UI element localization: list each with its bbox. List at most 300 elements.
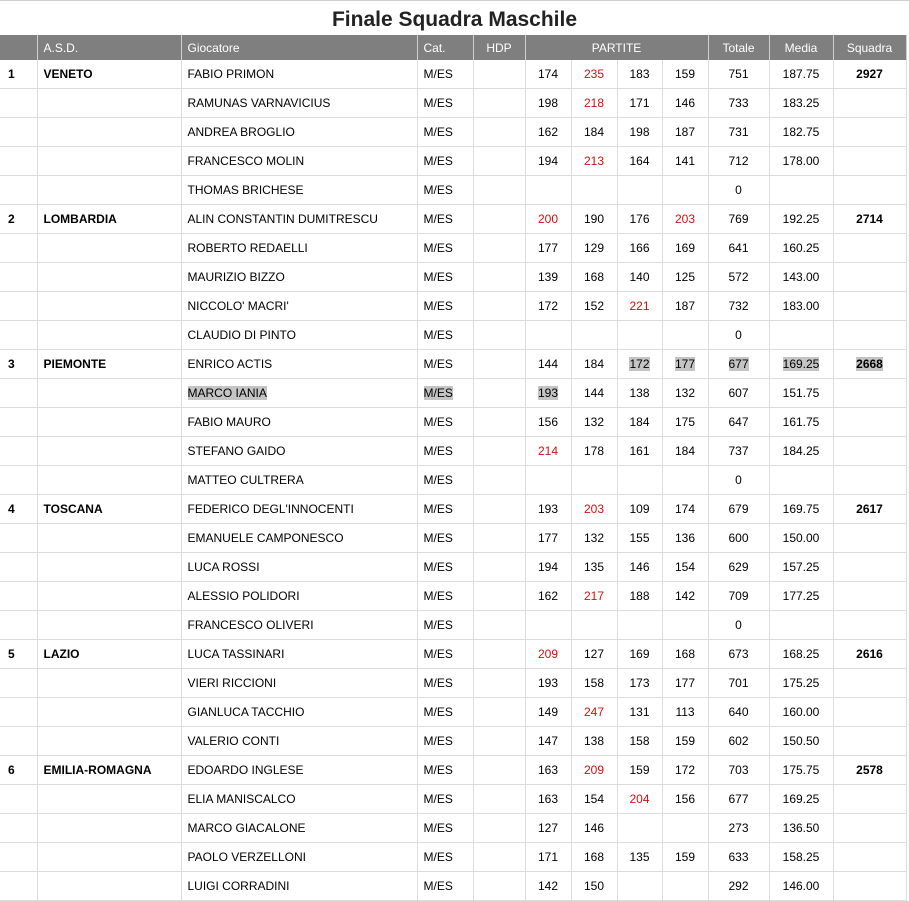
team-total-cell[interactable] xyxy=(833,234,906,263)
category-cell[interactable]: M/ES xyxy=(417,350,473,379)
asd-cell[interactable] xyxy=(37,466,181,495)
average-cell[interactable]: 184.25 xyxy=(769,437,833,466)
asd-cell[interactable]: EMILIA-ROMAGNA xyxy=(37,756,181,785)
player-cell[interactable]: EMANUELE CAMPONESCO xyxy=(181,524,417,553)
table-row[interactable] xyxy=(0,147,906,176)
hdp-cell[interactable] xyxy=(473,785,525,814)
team-total-cell[interactable]: 2927 xyxy=(833,60,906,89)
asd-cell[interactable] xyxy=(37,437,181,466)
table-row[interactable] xyxy=(0,843,906,872)
hdp-cell[interactable] xyxy=(473,379,525,408)
game-score-cell[interactable]: 169 xyxy=(662,234,708,263)
game-score-cell[interactable]: 146 xyxy=(662,89,708,118)
rank-cell[interactable] xyxy=(0,176,37,205)
category-cell[interactable]: M/ES xyxy=(417,176,473,205)
asd-cell[interactable]: PIEMONTE xyxy=(37,350,181,379)
header-games[interactable]: PARTITE xyxy=(525,35,708,60)
total-cell[interactable]: 751 xyxy=(708,60,769,89)
game-score-cell[interactable]: 171 xyxy=(617,89,662,118)
table-row[interactable] xyxy=(0,176,906,205)
team-total-cell[interactable]: 2578 xyxy=(833,756,906,785)
average-cell[interactable]: 187.75 xyxy=(769,60,833,89)
game-score-cell[interactable]: 150 xyxy=(571,872,617,901)
category-cell[interactable]: M/ES xyxy=(417,872,473,901)
average-cell[interactable]: 178.00 xyxy=(769,147,833,176)
player-cell[interactable]: MAURIZIO BIZZO xyxy=(181,263,417,292)
game-score-cell[interactable]: 149 xyxy=(525,698,571,727)
team-total-cell[interactable] xyxy=(833,379,906,408)
total-cell[interactable]: 629 xyxy=(708,553,769,582)
asd-cell[interactable] xyxy=(37,669,181,698)
player-cell[interactable]: VIERI RICCIONI xyxy=(181,669,417,698)
player-cell[interactable]: LUCA TASSINARI xyxy=(181,640,417,669)
game-score-cell[interactable]: 198 xyxy=(617,118,662,147)
total-cell[interactable]: 0 xyxy=(708,321,769,350)
category-cell[interactable]: M/ES xyxy=(417,756,473,785)
game-score-cell[interactable]: 188 xyxy=(617,582,662,611)
player-cell[interactable]: LUCA ROSSI xyxy=(181,553,417,582)
category-cell[interactable]: M/ES xyxy=(417,466,473,495)
player-cell[interactable]: ENRICO ACTIS xyxy=(181,350,417,379)
average-cell[interactable]: 168.25 xyxy=(769,640,833,669)
player-cell[interactable]: FABIO PRIMON xyxy=(181,60,417,89)
team-total-cell[interactable] xyxy=(833,727,906,756)
header-player[interactable]: Giocatore xyxy=(181,35,417,60)
game-score-cell[interactable] xyxy=(617,466,662,495)
total-cell[interactable]: 607 xyxy=(708,379,769,408)
game-score-cell[interactable]: 184 xyxy=(571,350,617,379)
average-cell[interactable]: 169.25 xyxy=(769,785,833,814)
player-cell[interactable]: GIANLUCA TACCHIO xyxy=(181,698,417,727)
category-cell[interactable]: M/ES xyxy=(417,292,473,321)
hdp-cell[interactable] xyxy=(473,611,525,640)
team-total-cell[interactable] xyxy=(833,292,906,321)
asd-cell[interactable] xyxy=(37,611,181,640)
average-cell[interactable]: 143.00 xyxy=(769,263,833,292)
category-cell[interactable]: M/ES xyxy=(417,814,473,843)
total-cell[interactable]: 0 xyxy=(708,176,769,205)
player-cell[interactable]: FEDERICO DEGL'INNOCENTI xyxy=(181,495,417,524)
game-score-cell[interactable] xyxy=(525,466,571,495)
game-score-cell[interactable] xyxy=(525,176,571,205)
player-cell[interactable]: MARCO GIACALONE xyxy=(181,814,417,843)
game-score-cell[interactable]: 169 xyxy=(617,640,662,669)
game-score-cell[interactable]: 127 xyxy=(525,814,571,843)
average-cell[interactable]: 157.25 xyxy=(769,553,833,582)
game-score-cell[interactable]: 193 xyxy=(525,495,571,524)
rank-cell[interactable] xyxy=(0,234,37,263)
average-cell[interactable]: 146.00 xyxy=(769,872,833,901)
asd-cell[interactable]: TOSCANA xyxy=(37,495,181,524)
game-score-cell[interactable]: 146 xyxy=(571,814,617,843)
game-score-cell[interactable]: 177 xyxy=(525,234,571,263)
game-score-cell[interactable] xyxy=(525,321,571,350)
game-score-cell[interactable]: 184 xyxy=(571,118,617,147)
table-row[interactable] xyxy=(0,495,906,524)
game-score-cell[interactable]: 141 xyxy=(662,147,708,176)
game-score-cell[interactable]: 162 xyxy=(525,118,571,147)
table-row[interactable] xyxy=(0,669,906,698)
team-total-cell[interactable] xyxy=(833,321,906,350)
game-score-cell[interactable]: 187 xyxy=(662,118,708,147)
game-score-cell[interactable]: 132 xyxy=(571,408,617,437)
game-score-cell[interactable]: 177 xyxy=(662,669,708,698)
game-score-cell[interactable]: 168 xyxy=(571,843,617,872)
game-score-cell[interactable] xyxy=(571,466,617,495)
rank-cell[interactable] xyxy=(0,698,37,727)
player-cell[interactable]: EDOARDO INGLESE xyxy=(181,756,417,785)
team-total-cell[interactable] xyxy=(833,582,906,611)
game-score-cell[interactable] xyxy=(617,321,662,350)
game-score-cell[interactable]: 166 xyxy=(617,234,662,263)
rank-cell[interactable]: 1 xyxy=(0,60,37,89)
total-cell[interactable]: 733 xyxy=(708,89,769,118)
game-score-cell[interactable]: 132 xyxy=(571,524,617,553)
game-score-cell[interactable]: 162 xyxy=(525,582,571,611)
game-score-cell[interactable]: 198 xyxy=(525,89,571,118)
game-score-cell[interactable]: 204 xyxy=(617,785,662,814)
player-cell[interactable]: VALERIO CONTI xyxy=(181,727,417,756)
game-score-cell[interactable] xyxy=(617,611,662,640)
asd-cell[interactable] xyxy=(37,234,181,263)
game-score-cell[interactable]: 155 xyxy=(617,524,662,553)
average-cell[interactable] xyxy=(769,321,833,350)
team-total-cell[interactable] xyxy=(833,698,906,727)
table-row[interactable] xyxy=(0,292,906,321)
table-row[interactable] xyxy=(0,437,906,466)
table-row[interactable] xyxy=(0,89,906,118)
asd-cell[interactable] xyxy=(37,814,181,843)
average-cell[interactable]: 175.75 xyxy=(769,756,833,785)
game-score-cell[interactable] xyxy=(525,379,571,408)
category-cell[interactable]: M/ES xyxy=(417,60,473,89)
game-score-cell[interactable]: 172 xyxy=(662,756,708,785)
game-score-cell[interactable]: 129 xyxy=(571,234,617,263)
table-row[interactable] xyxy=(0,408,906,437)
game-score-cell[interactable]: 132 xyxy=(662,379,708,408)
team-total-cell[interactable] xyxy=(833,89,906,118)
team-total-cell[interactable]: 2714 xyxy=(833,205,906,234)
game-score-cell[interactable]: 163 xyxy=(525,756,571,785)
game-score-cell[interactable]: 139 xyxy=(525,263,571,292)
asd-cell[interactable] xyxy=(37,147,181,176)
total-cell[interactable]: 732 xyxy=(708,292,769,321)
game-score-cell[interactable] xyxy=(571,176,617,205)
asd-cell[interactable] xyxy=(37,785,181,814)
total-cell[interactable]: 292 xyxy=(708,872,769,901)
player-cell[interactable]: FRANCESCO OLIVERI xyxy=(181,611,417,640)
game-score-cell[interactable]: 176 xyxy=(617,205,662,234)
asd-cell[interactable] xyxy=(37,553,181,582)
total-cell[interactable]: 273 xyxy=(708,814,769,843)
rank-cell[interactable] xyxy=(0,408,37,437)
asd-cell[interactable] xyxy=(37,843,181,872)
team-total-cell[interactable] xyxy=(833,843,906,872)
rank-cell[interactable] xyxy=(0,727,37,756)
game-score-cell[interactable]: 194 xyxy=(525,147,571,176)
game-score-cell[interactable]: 209 xyxy=(571,756,617,785)
rank-cell[interactable] xyxy=(0,669,37,698)
hdp-cell[interactable] xyxy=(473,553,525,582)
table-row[interactable] xyxy=(0,727,906,756)
average-cell[interactable] xyxy=(769,350,833,379)
header-rank[interactable] xyxy=(0,35,37,60)
category-cell[interactable]: M/ES xyxy=(417,640,473,669)
rank-cell[interactable]: 3 xyxy=(0,350,37,379)
total-cell[interactable]: 572 xyxy=(708,263,769,292)
team-total-cell[interactable] xyxy=(833,611,906,640)
hdp-cell[interactable] xyxy=(473,118,525,147)
game-score-cell[interactable]: 152 xyxy=(571,292,617,321)
game-score-cell[interactable]: 161 xyxy=(617,437,662,466)
hdp-cell[interactable] xyxy=(473,89,525,118)
game-score-cell[interactable]: 213 xyxy=(571,147,617,176)
table-row[interactable] xyxy=(0,118,906,147)
average-cell[interactable]: 169.75 xyxy=(769,495,833,524)
rank-cell[interactable] xyxy=(0,466,37,495)
total-cell[interactable]: 0 xyxy=(708,611,769,640)
rank-cell[interactable] xyxy=(0,843,37,872)
hdp-cell[interactable] xyxy=(473,727,525,756)
game-score-cell[interactable]: 158 xyxy=(617,727,662,756)
total-cell[interactable]: 703 xyxy=(708,756,769,785)
table-row[interactable] xyxy=(0,611,906,640)
total-cell[interactable]: 602 xyxy=(708,727,769,756)
rank-cell[interactable] xyxy=(0,785,37,814)
category-cell[interactable]: M/ES xyxy=(417,437,473,466)
average-cell[interactable]: 150.50 xyxy=(769,727,833,756)
game-score-cell[interactable]: 235 xyxy=(571,60,617,89)
hdp-cell[interactable] xyxy=(473,698,525,727)
category-cell[interactable]: M/ES xyxy=(417,321,473,350)
game-score-cell[interactable] xyxy=(662,872,708,901)
header-hdp[interactable]: HDP xyxy=(473,35,525,60)
average-cell[interactable]: 192.25 xyxy=(769,205,833,234)
asd-cell[interactable] xyxy=(37,698,181,727)
team-total-cell[interactable] xyxy=(833,872,906,901)
total-cell[interactable]: 679 xyxy=(708,495,769,524)
game-score-cell[interactable]: 178 xyxy=(571,437,617,466)
game-score-cell[interactable]: 142 xyxy=(525,872,571,901)
category-cell[interactable]: M/ES xyxy=(417,785,473,814)
category-cell[interactable]: M/ES xyxy=(417,553,473,582)
team-total-cell[interactable] xyxy=(833,814,906,843)
game-score-cell[interactable]: 184 xyxy=(617,408,662,437)
player-cell[interactable]: CLAUDIO DI PINTO xyxy=(181,321,417,350)
hdp-cell[interactable] xyxy=(473,263,525,292)
game-score-cell[interactable]: 168 xyxy=(571,263,617,292)
game-score-cell[interactable]: 217 xyxy=(571,582,617,611)
category-cell[interactable] xyxy=(417,379,473,408)
rank-cell[interactable] xyxy=(0,379,37,408)
game-score-cell[interactable] xyxy=(662,814,708,843)
hdp-cell[interactable] xyxy=(473,176,525,205)
game-score-cell[interactable] xyxy=(571,611,617,640)
game-score-cell[interactable]: 136 xyxy=(662,524,708,553)
game-score-cell[interactable] xyxy=(617,176,662,205)
game-score-cell[interactable]: 171 xyxy=(525,843,571,872)
table-row[interactable] xyxy=(0,234,906,263)
game-score-cell[interactable] xyxy=(662,611,708,640)
total-cell[interactable]: 701 xyxy=(708,669,769,698)
header-asd[interactable]: A.S.D. xyxy=(37,35,181,60)
game-score-cell[interactable]: 194 xyxy=(525,553,571,582)
table-row[interactable] xyxy=(0,785,906,814)
team-total-cell[interactable]: 2617 xyxy=(833,495,906,524)
hdp-cell[interactable] xyxy=(473,292,525,321)
rank-cell[interactable] xyxy=(0,89,37,118)
asd-cell[interactable] xyxy=(37,263,181,292)
game-score-cell[interactable]: 175 xyxy=(662,408,708,437)
game-score-cell[interactable]: 142 xyxy=(662,582,708,611)
team-total-cell[interactable] xyxy=(833,176,906,205)
game-score-cell[interactable]: 174 xyxy=(662,495,708,524)
game-score-cell[interactable]: 163 xyxy=(525,785,571,814)
game-score-cell[interactable]: 131 xyxy=(617,698,662,727)
asd-cell[interactable] xyxy=(37,176,181,205)
total-cell[interactable]: 769 xyxy=(708,205,769,234)
table-row[interactable] xyxy=(0,466,906,495)
asd-cell[interactable] xyxy=(37,118,181,147)
header-average[interactable]: Media xyxy=(769,35,833,60)
table-row[interactable] xyxy=(0,698,906,727)
average-cell[interactable]: 150.00 xyxy=(769,524,833,553)
average-cell[interactable]: 182.75 xyxy=(769,118,833,147)
asd-cell[interactable]: LAZIO xyxy=(37,640,181,669)
hdp-cell[interactable] xyxy=(473,321,525,350)
total-cell[interactable]: 600 xyxy=(708,524,769,553)
team-total-cell[interactable] xyxy=(833,553,906,582)
total-cell[interactable]: 673 xyxy=(708,640,769,669)
player-cell[interactable]: STEFANO GAIDO xyxy=(181,437,417,466)
total-cell[interactable]: 731 xyxy=(708,118,769,147)
team-total-cell[interactable] xyxy=(833,263,906,292)
game-score-cell[interactable]: 147 xyxy=(525,727,571,756)
average-cell[interactable]: 183.00 xyxy=(769,292,833,321)
asd-cell[interactable] xyxy=(37,582,181,611)
header-total[interactable]: Totale xyxy=(708,35,769,60)
game-score-cell[interactable]: 214 xyxy=(525,437,571,466)
category-cell[interactable]: M/ES xyxy=(417,205,473,234)
hdp-cell[interactable] xyxy=(473,466,525,495)
game-score-cell[interactable]: 221 xyxy=(617,292,662,321)
total-cell[interactable]: 737 xyxy=(708,437,769,466)
total-cell[interactable]: 633 xyxy=(708,843,769,872)
game-score-cell[interactable] xyxy=(617,350,662,379)
average-cell[interactable]: 160.25 xyxy=(769,234,833,263)
rank-cell[interactable]: 2 xyxy=(0,205,37,234)
asd-cell[interactable]: VENETO xyxy=(37,60,181,89)
rank-cell[interactable]: 6 xyxy=(0,756,37,785)
rank-cell[interactable] xyxy=(0,553,37,582)
average-cell[interactable]: 161.75 xyxy=(769,408,833,437)
header-team[interactable]: Squadra xyxy=(833,35,906,60)
rank-cell[interactable] xyxy=(0,263,37,292)
total-cell[interactable] xyxy=(708,350,769,379)
game-score-cell[interactable]: 203 xyxy=(662,205,708,234)
game-score-cell[interactable]: 187 xyxy=(662,292,708,321)
game-score-cell[interactable]: 247 xyxy=(571,698,617,727)
rank-cell[interactable] xyxy=(0,814,37,843)
category-cell[interactable]: M/ES xyxy=(417,263,473,292)
total-cell[interactable]: 647 xyxy=(708,408,769,437)
game-score-cell[interactable]: 172 xyxy=(525,292,571,321)
average-cell[interactable]: 158.25 xyxy=(769,843,833,872)
category-cell[interactable]: M/ES xyxy=(417,147,473,176)
player-cell[interactable]: ANDREA BROGLIO xyxy=(181,118,417,147)
game-score-cell[interactable]: 158 xyxy=(571,669,617,698)
game-score-cell[interactable]: 109 xyxy=(617,495,662,524)
game-score-cell[interactable]: 159 xyxy=(662,843,708,872)
table-row[interactable] xyxy=(0,263,906,292)
player-cell[interactable]: THOMAS BRICHESE xyxy=(181,176,417,205)
hdp-cell[interactable] xyxy=(473,640,525,669)
category-cell[interactable]: M/ES xyxy=(417,89,473,118)
total-cell[interactable]: 709 xyxy=(708,582,769,611)
hdp-cell[interactable] xyxy=(473,408,525,437)
total-cell[interactable]: 712 xyxy=(708,147,769,176)
hdp-cell[interactable] xyxy=(473,205,525,234)
game-score-cell[interactable]: 138 xyxy=(571,727,617,756)
average-cell[interactable] xyxy=(769,611,833,640)
game-score-cell[interactable]: 144 xyxy=(525,350,571,379)
team-total-cell[interactable] xyxy=(833,350,906,379)
team-total-cell[interactable] xyxy=(833,466,906,495)
player-cell[interactable]: NICCOLO' MACRI' xyxy=(181,292,417,321)
game-score-cell[interactable]: 190 xyxy=(571,205,617,234)
team-total-cell[interactable] xyxy=(833,147,906,176)
game-score-cell[interactable]: 209 xyxy=(525,640,571,669)
table-row[interactable] xyxy=(0,205,906,234)
team-total-cell[interactable] xyxy=(833,785,906,814)
asd-cell[interactable] xyxy=(37,872,181,901)
hdp-cell[interactable] xyxy=(473,147,525,176)
hdp-cell[interactable] xyxy=(473,814,525,843)
player-cell[interactable]: LUIGI CORRADINI xyxy=(181,872,417,901)
team-total-cell[interactable] xyxy=(833,669,906,698)
team-total-cell[interactable] xyxy=(833,437,906,466)
table-row[interactable] xyxy=(0,582,906,611)
category-cell[interactable]: M/ES xyxy=(417,495,473,524)
game-score-cell[interactable]: 113 xyxy=(662,698,708,727)
player-cell[interactable]: ELIA MANISCALCO xyxy=(181,785,417,814)
category-cell[interactable]: M/ES xyxy=(417,843,473,872)
game-score-cell[interactable]: 154 xyxy=(662,553,708,582)
game-score-cell[interactable]: 173 xyxy=(617,669,662,698)
category-cell[interactable]: M/ES xyxy=(417,582,473,611)
average-cell[interactable]: 136.50 xyxy=(769,814,833,843)
category-cell[interactable]: M/ES xyxy=(417,727,473,756)
category-cell[interactable]: M/ES xyxy=(417,698,473,727)
game-score-cell[interactable]: 138 xyxy=(617,379,662,408)
game-score-cell[interactable]: 184 xyxy=(662,437,708,466)
hdp-cell[interactable] xyxy=(473,756,525,785)
team-total-cell[interactable] xyxy=(833,118,906,147)
table-row[interactable] xyxy=(0,524,906,553)
average-cell[interactable] xyxy=(769,466,833,495)
team-total-cell[interactable]: 2616 xyxy=(833,640,906,669)
average-cell[interactable]: 183.25 xyxy=(769,89,833,118)
table-row[interactable] xyxy=(0,640,906,669)
game-score-cell[interactable]: 156 xyxy=(525,408,571,437)
game-score-cell[interactable] xyxy=(617,872,662,901)
category-cell[interactable]: M/ES xyxy=(417,118,473,147)
team-total-cell[interactable] xyxy=(833,408,906,437)
player-cell[interactable]: MATTEO CULTRERA xyxy=(181,466,417,495)
rank-cell[interactable] xyxy=(0,611,37,640)
game-score-cell[interactable] xyxy=(662,350,708,379)
total-cell[interactable]: 0 xyxy=(708,466,769,495)
